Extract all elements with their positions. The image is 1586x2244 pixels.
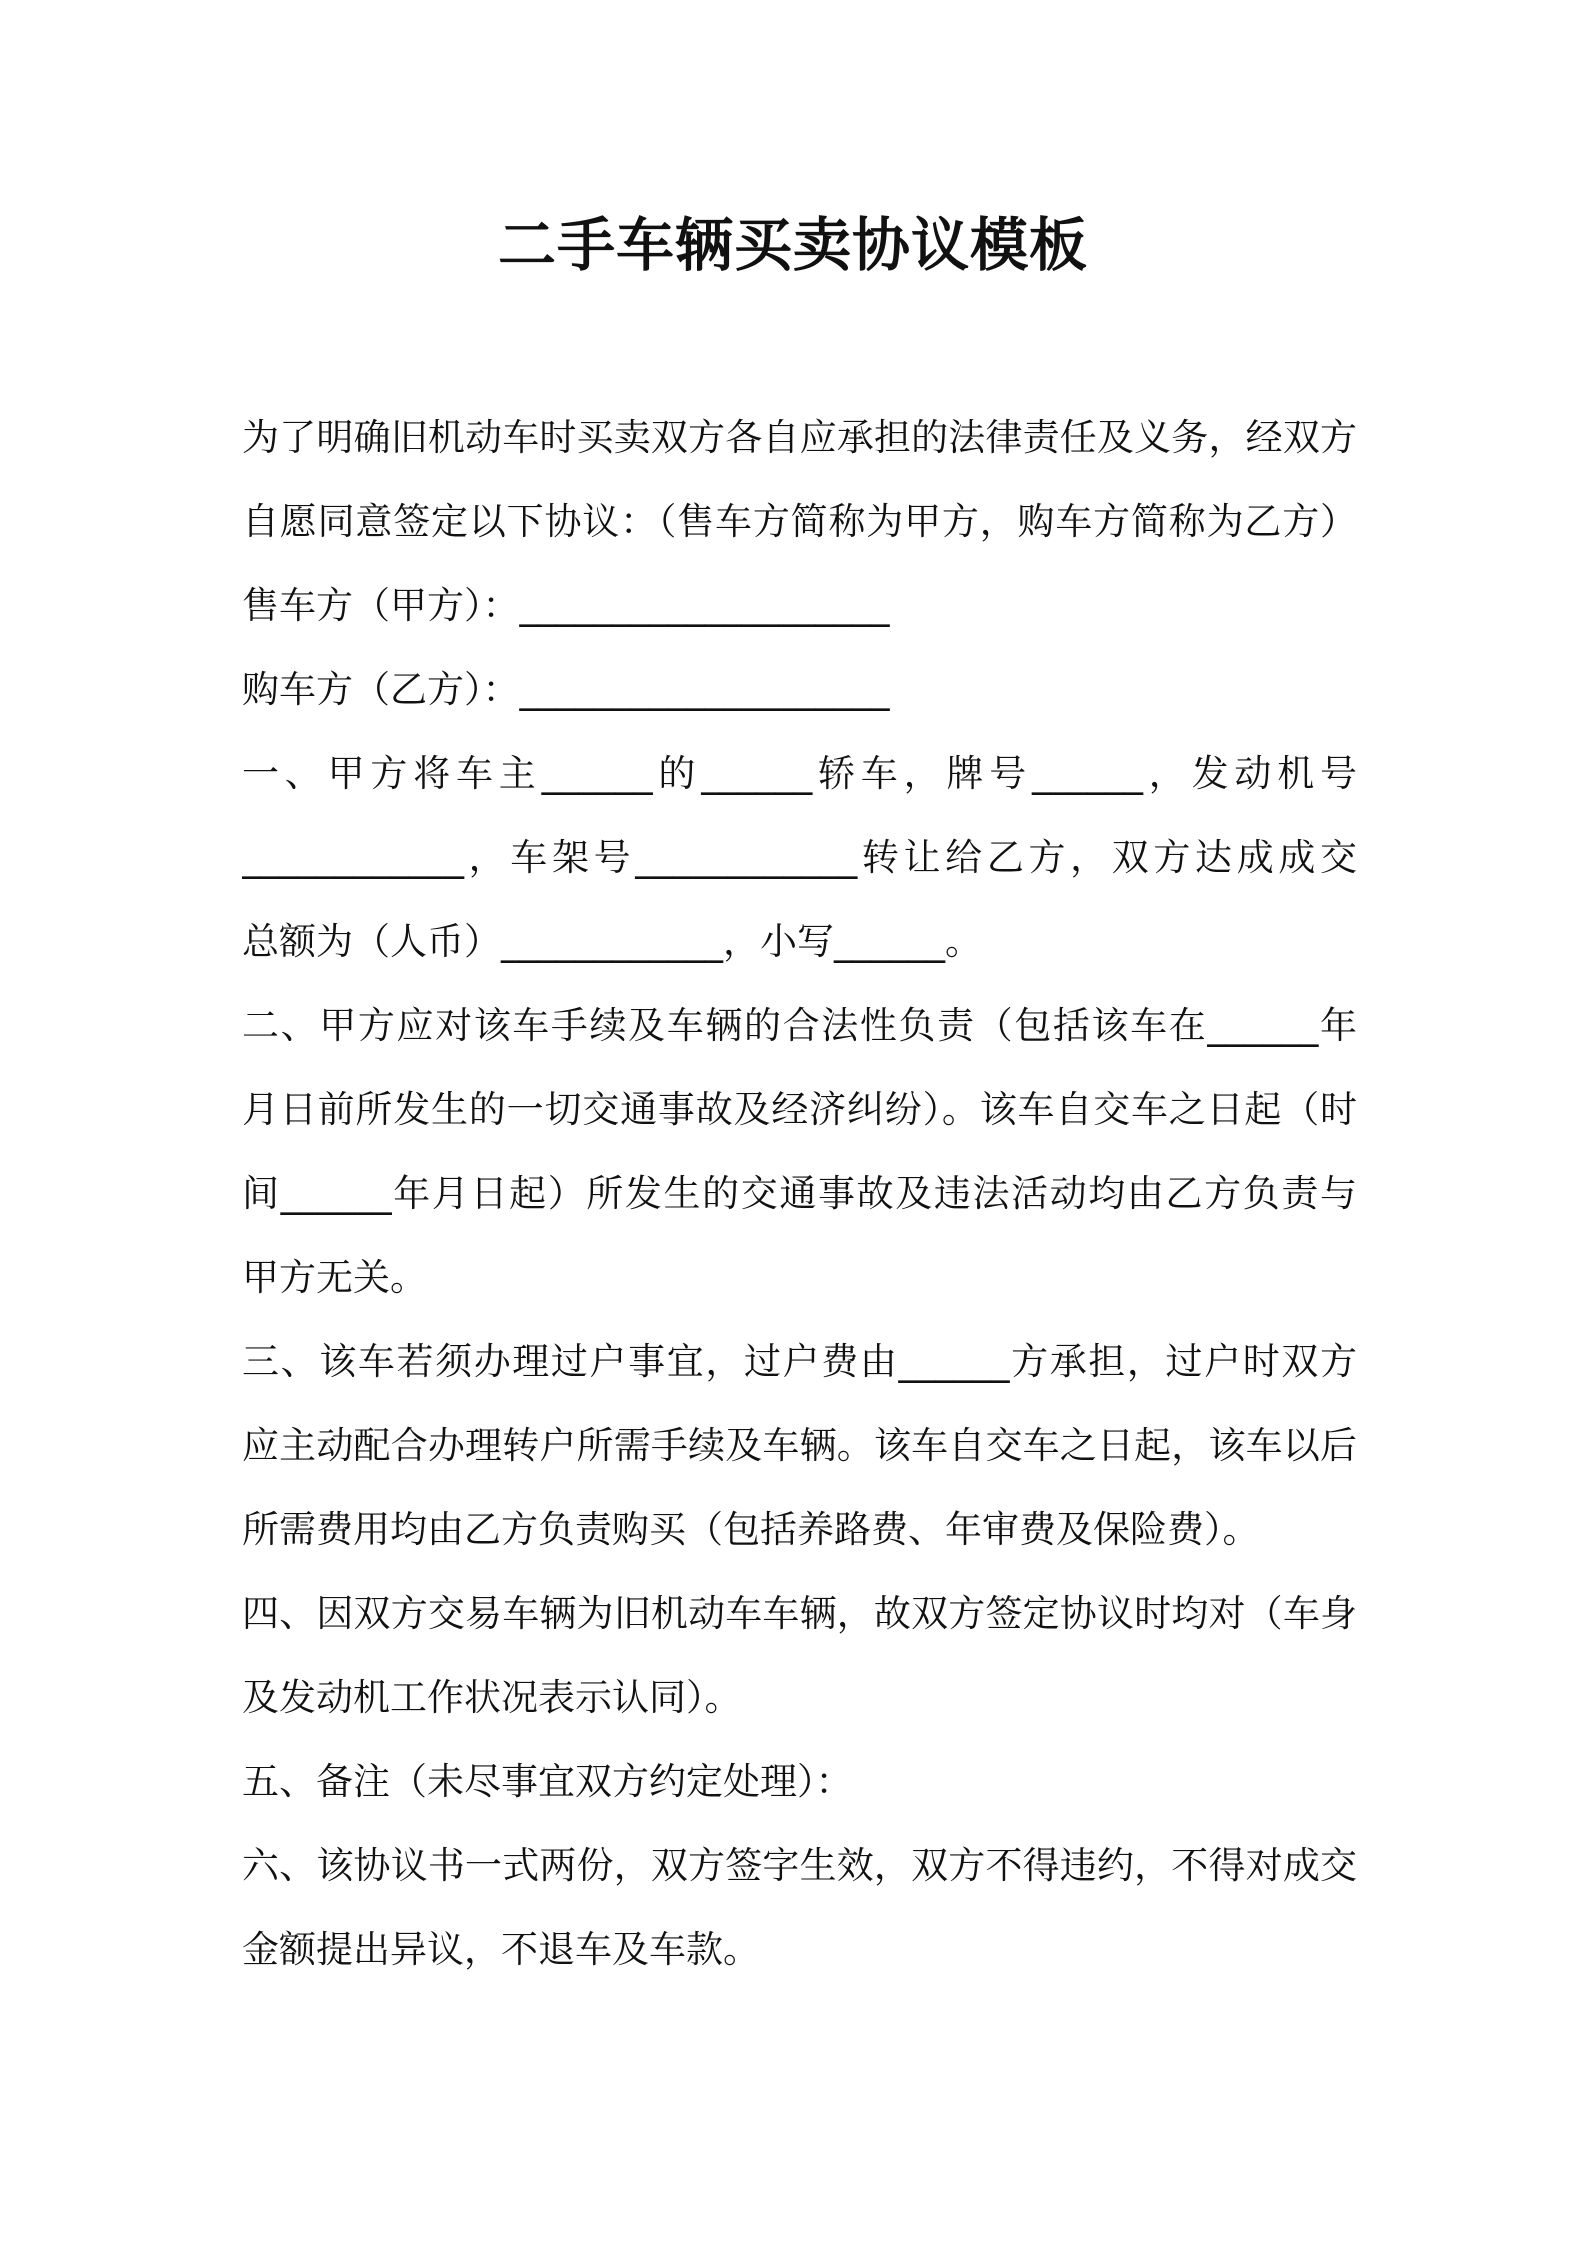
clause-4-line-1: 四、因双方交易车辆为旧机动车车辆，故双方签定协议时均对（车身 — [242, 1592, 1357, 1635]
clause-3-line-2: 应主动配合办理转户所需手续及车辆。该车自交车之日起，该车以后 — [242, 1424, 1357, 1467]
clause-3-line-3: 所需费用均由乙方负责购买（包括养路费、年审费及保险费）。 — [242, 1508, 1260, 1551]
clause-2-line-2: 月日前所发生的一切交通事故及经济纠纷）。该车自交车之日起（时 — [242, 1088, 1357, 1131]
clause-6-line-1: 六、该协议书一式两份，双方签字生效，双方不得违约，不得对成交 — [242, 1844, 1357, 1887]
clause-3-line-1: 三、该车若须办理过户事宜，过户费由______方承担，过户时双方 — [242, 1340, 1357, 1383]
clause-1-line-2: ____________，车架号____________转让给乙方，双方达成成交 — [242, 836, 1357, 879]
buyer-line: 购车方（乙方）：____________________ — [242, 668, 890, 711]
clause-2-line-4: 甲方无关。 — [242, 1256, 427, 1299]
intro-line-1: 为了明确旧机动车时买卖双方各自应承担的法律责任及义务，经双方 — [242, 416, 1357, 459]
clause-2-line-1: 二、甲方应对该车手续及车辆的合法性负责（包括该车在______年 — [242, 1004, 1357, 1047]
clause-6-line-2: 金额提出异议，不退车及车款。 — [242, 1928, 760, 1971]
seller-line: 售车方（甲方）：____________________ — [242, 584, 890, 627]
document-title: 二手车辆买卖协议模板 — [497, 211, 1088, 279]
clause-5-line-1: 五、备注（未尽事宜双方约定处理）： — [242, 1760, 853, 1803]
clause-1-line-3: 总额为（人币）____________，小写______。 — [242, 920, 982, 963]
clause-4-line-2: 及发动机工作状况表示认同）。 — [242, 1676, 742, 1719]
intro-line-2: 自愿同意签定以下协议：（售车方简称为甲方，购车方简称为乙方） — [242, 500, 1357, 543]
clause-1-line-1: 一、甲方将车主______的______轿车，牌号______，发动机号 — [242, 752, 1357, 795]
clause-2-line-3: 间______年月日起）所发生的交通事故及违法活动均由乙方负责与 — [242, 1172, 1357, 1215]
